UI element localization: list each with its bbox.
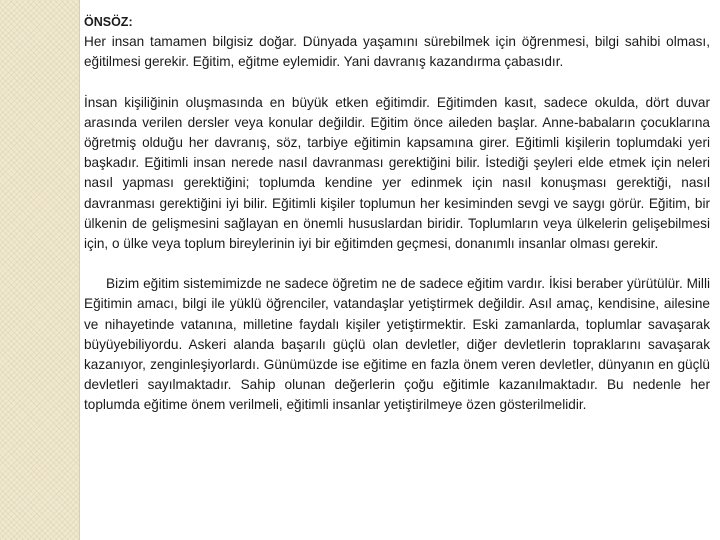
document-heading: ÖNSÖZ: <box>84 15 133 29</box>
paragraph-personality: İnsan kişiliğinin oluşmasında en büyük etken eğitimdir. Eğitimden kasıt, sadece okulda, dört duvar arasında verilen dersler veya konular değildir. Eğitim önce aileden başlar. Anne-babaların çocuklarına öğretmiş olduğu her davranış, söz, tarbiye eğitimin kapsamına girer. Eğitimli kişilerin toplumdaki yeri başkadır. Eğitimli insan nerede nasıl davranması gerektiğini bilir. İstediği şeyleri elde etmek için neleri nasıl yapması gerektiğini; toplumda kendine yer edinmek için nasıl konuşması gerektiği, nasıl davranması gerektiğini iyi bilir. Eğitimli kişiler toplumun her kesiminden sevgi ve saygı görür. Eğitim, bir ülkenin de gelişmesini sağlayan en önemli hususlardan biridir. Toplumların veya ülkelerin gelişebilmesi için, o ülke veya toplum bireylerinin iyi bir eğitimden geçmesi, donanımlı insanlar olması gerekir. <box>84 94 710 252</box>
decorative-side-strip <box>0 0 80 540</box>
document-body <box>84 12 710 416</box>
paragraph-education-system: Bizim eğitim sistemimizde ne sadece öğretim ne de sadece eğitim vardır. İkisi beraber yürütülür. Milli Eğitimin amacı, bilgi ile yüklü öğrenciler, vatandaşlar yetiştirmek değildir. Asıl amaç, kendisine, ailesine ve nihayetinde vatanına, milletine faydalı kişiler yetiştirmektir. Eski zamanlarda, toplumlar savaşarak büyüyebiliyordu. Askeri alanda başarılı güçlü olan devletler, diğer devletlerin topraklarını savaşarak kazanıyor, zenginleşiyorlardı. Günümüzde ise eğitime en fazla önem veren devletler, dünyanın en güçlü devletleri sayılmaktadır. Sahip olunan değerlerin çoğu eğitimle kazanılmaktadır. Bu nedenle her toplumda eğitime önem verilmeli, eğitimli insanlar yetiştirilmeye özen gösterilmelidir. <box>84 276 710 413</box>
paragraph-intro: Her insan tamamen bilgisiz doğar. Dünyada yaşamını sürebilmek için öğrenmesi, bilgi sahibi olması, eğitilmesi gerekir. Eğitim, eğitme eylemidir. Yani davranış kazandırma çabasıdır. <box>84 34 710 70</box>
